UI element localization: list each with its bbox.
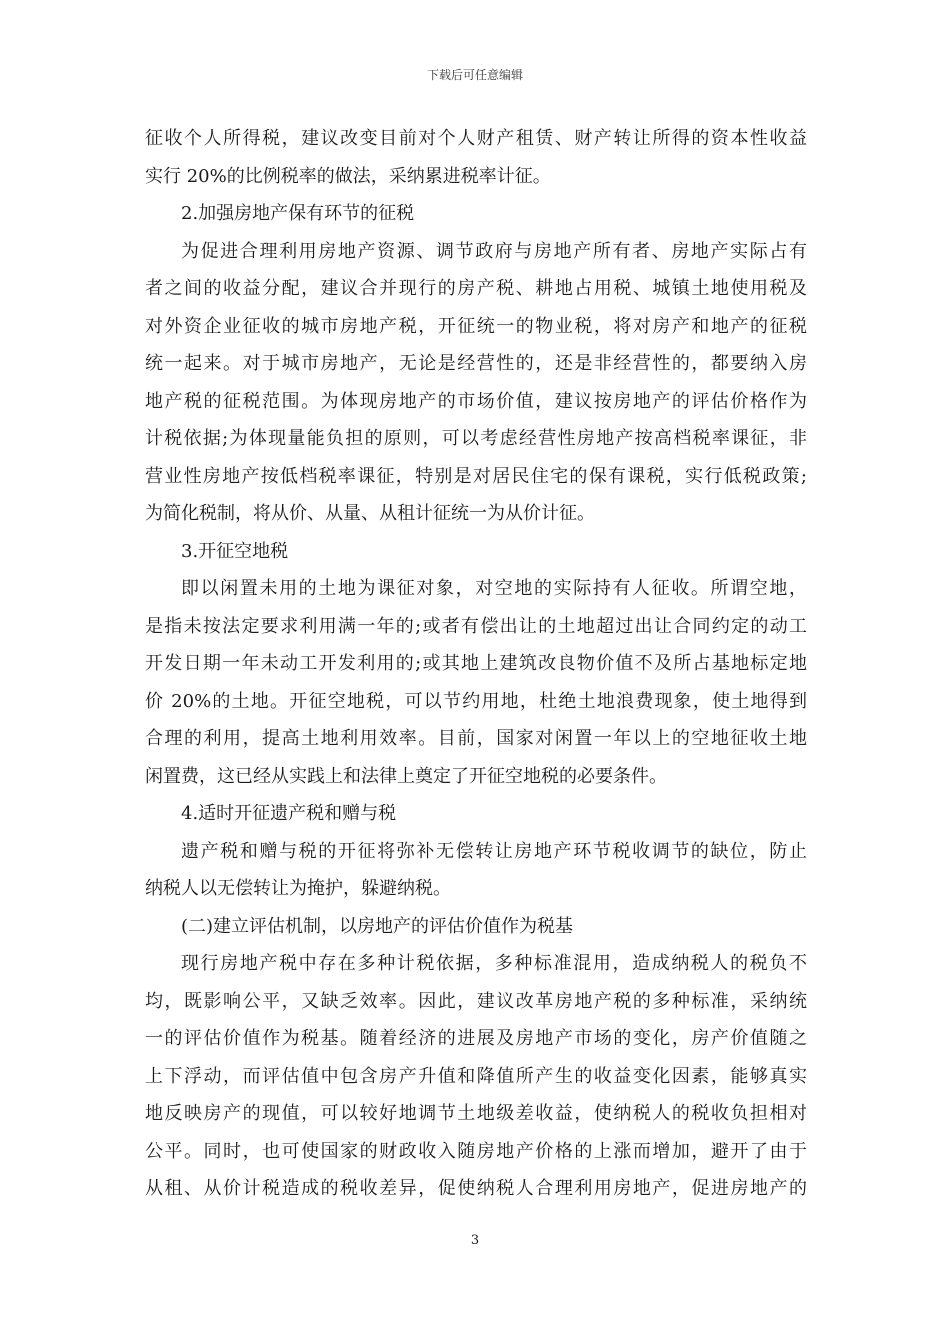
text-line: 价 20%的土地。开征空地税，可以节约用地，杜绝土地浪费现象，使土地得到: [145, 690, 807, 712]
text-line: 统一起来。对于城市房地产，无论是经营性的，还是非经营性的，都要纳入房: [145, 353, 807, 374]
text-line: 征收个人所得税，建议改变目前对个人财产租赁、财产转让所得的资本性收益: [145, 128, 807, 149]
text-line: 开发日期一年未动工开发利用的;或其地上建筑改良物价值不及所占基地标定地: [145, 653, 807, 674]
text-line: 3.开征空地税: [181, 540, 289, 562]
text-line: 2.加强房地产保有环节的征税: [181, 203, 415, 224]
text-line: 上下浮动，而评估值中包含房产升值和降值所产生的收益变化因素，能够真实: [145, 1065, 807, 1087]
text-line: 地反映房产的现值，可以较好地调节土地级差收益，使纳税人的税收负担相对: [145, 1103, 807, 1124]
text-line: 为简化税制，将从价、从量、从租计征统一为从价计征。: [145, 503, 595, 524]
text-line: 为促进合理利用房地产资源、调节政府与房地产所有者、房地产实际占有: [181, 240, 807, 262]
text-line: (二)建立评估机制，以房地产的评估价值作为税基: [181, 915, 574, 937]
text-line: 即以闲置未用的土地为课征对象，对空地的实际持有人征收。所谓空地，: [181, 578, 807, 599]
text-line: 现行房地产税中存在多种计税依据，多种标准混用，造成纳税人的税负不: [181, 953, 807, 974]
text-line: 计税依据;为体现量能负担的原则，可以考虑经营性房地产按高档税率课征，非: [145, 428, 807, 449]
page-number: 3: [470, 1233, 480, 1248]
text-line: 合理的利用，提高土地利用效率。目前，国家对闲置一年以上的空地征收土地: [145, 728, 807, 749]
text-line: 实行 20%的比例税率的做法，采纳累进税率计征。: [145, 165, 551, 187]
text-line: 遗产税和赠与税的开征将弥补无偿转让房地产环节税收调节的缺位，防止: [181, 840, 807, 862]
page-header: 下载后可任意编辑: [426, 68, 523, 82]
text-line: 从租、从价计税造成的税收差异，促使纳税人合理利用房地产，促进房地产的: [145, 1178, 807, 1199]
text-line: 公平。同时，也可使国家的财政收入随房地产价格的上涨而增加，避开了由于: [145, 1140, 807, 1162]
text-line: 对外资企业征收的城市房地产税，开征统一的物业税，将对房产和地产的征税: [145, 315, 807, 337]
text-line: 营业性房地产按低档税率课征，特别是对居民住宅的保有课税，实行低税政策;: [145, 465, 807, 487]
text-line: 纳税人以无偿转让为掩护，躲避纳税。: [145, 878, 451, 899]
text-line: 地产税的征税范围。为体现房地产的市场价值，建议按房地产的评估价格作为: [145, 390, 807, 412]
text-line: 一的评估价值作为税基。随着经济的进展及房地产市场的变化，房产价值随之: [145, 1028, 807, 1049]
document-body: [145, 120, 807, 1208]
text-line: 者之间的收益分配，建议合并现行的房产税、耕地占用税、城镇土地使用税及: [145, 278, 807, 299]
text-line: 是指未按法定要求利用满一年的;或者有偿出让的土地超过出让合同约定的动工: [145, 615, 807, 637]
text-line: 4.适时开征遗产税和赠与税: [181, 803, 397, 824]
text-line: 闲置费，这已经从实践上和法律上奠定了开征空地税的必要条件。: [145, 765, 667, 787]
text-line: 均，既影响公平，又缺乏效率。因此，建议改革房地产税的多种标准，采纳统: [145, 990, 807, 1012]
